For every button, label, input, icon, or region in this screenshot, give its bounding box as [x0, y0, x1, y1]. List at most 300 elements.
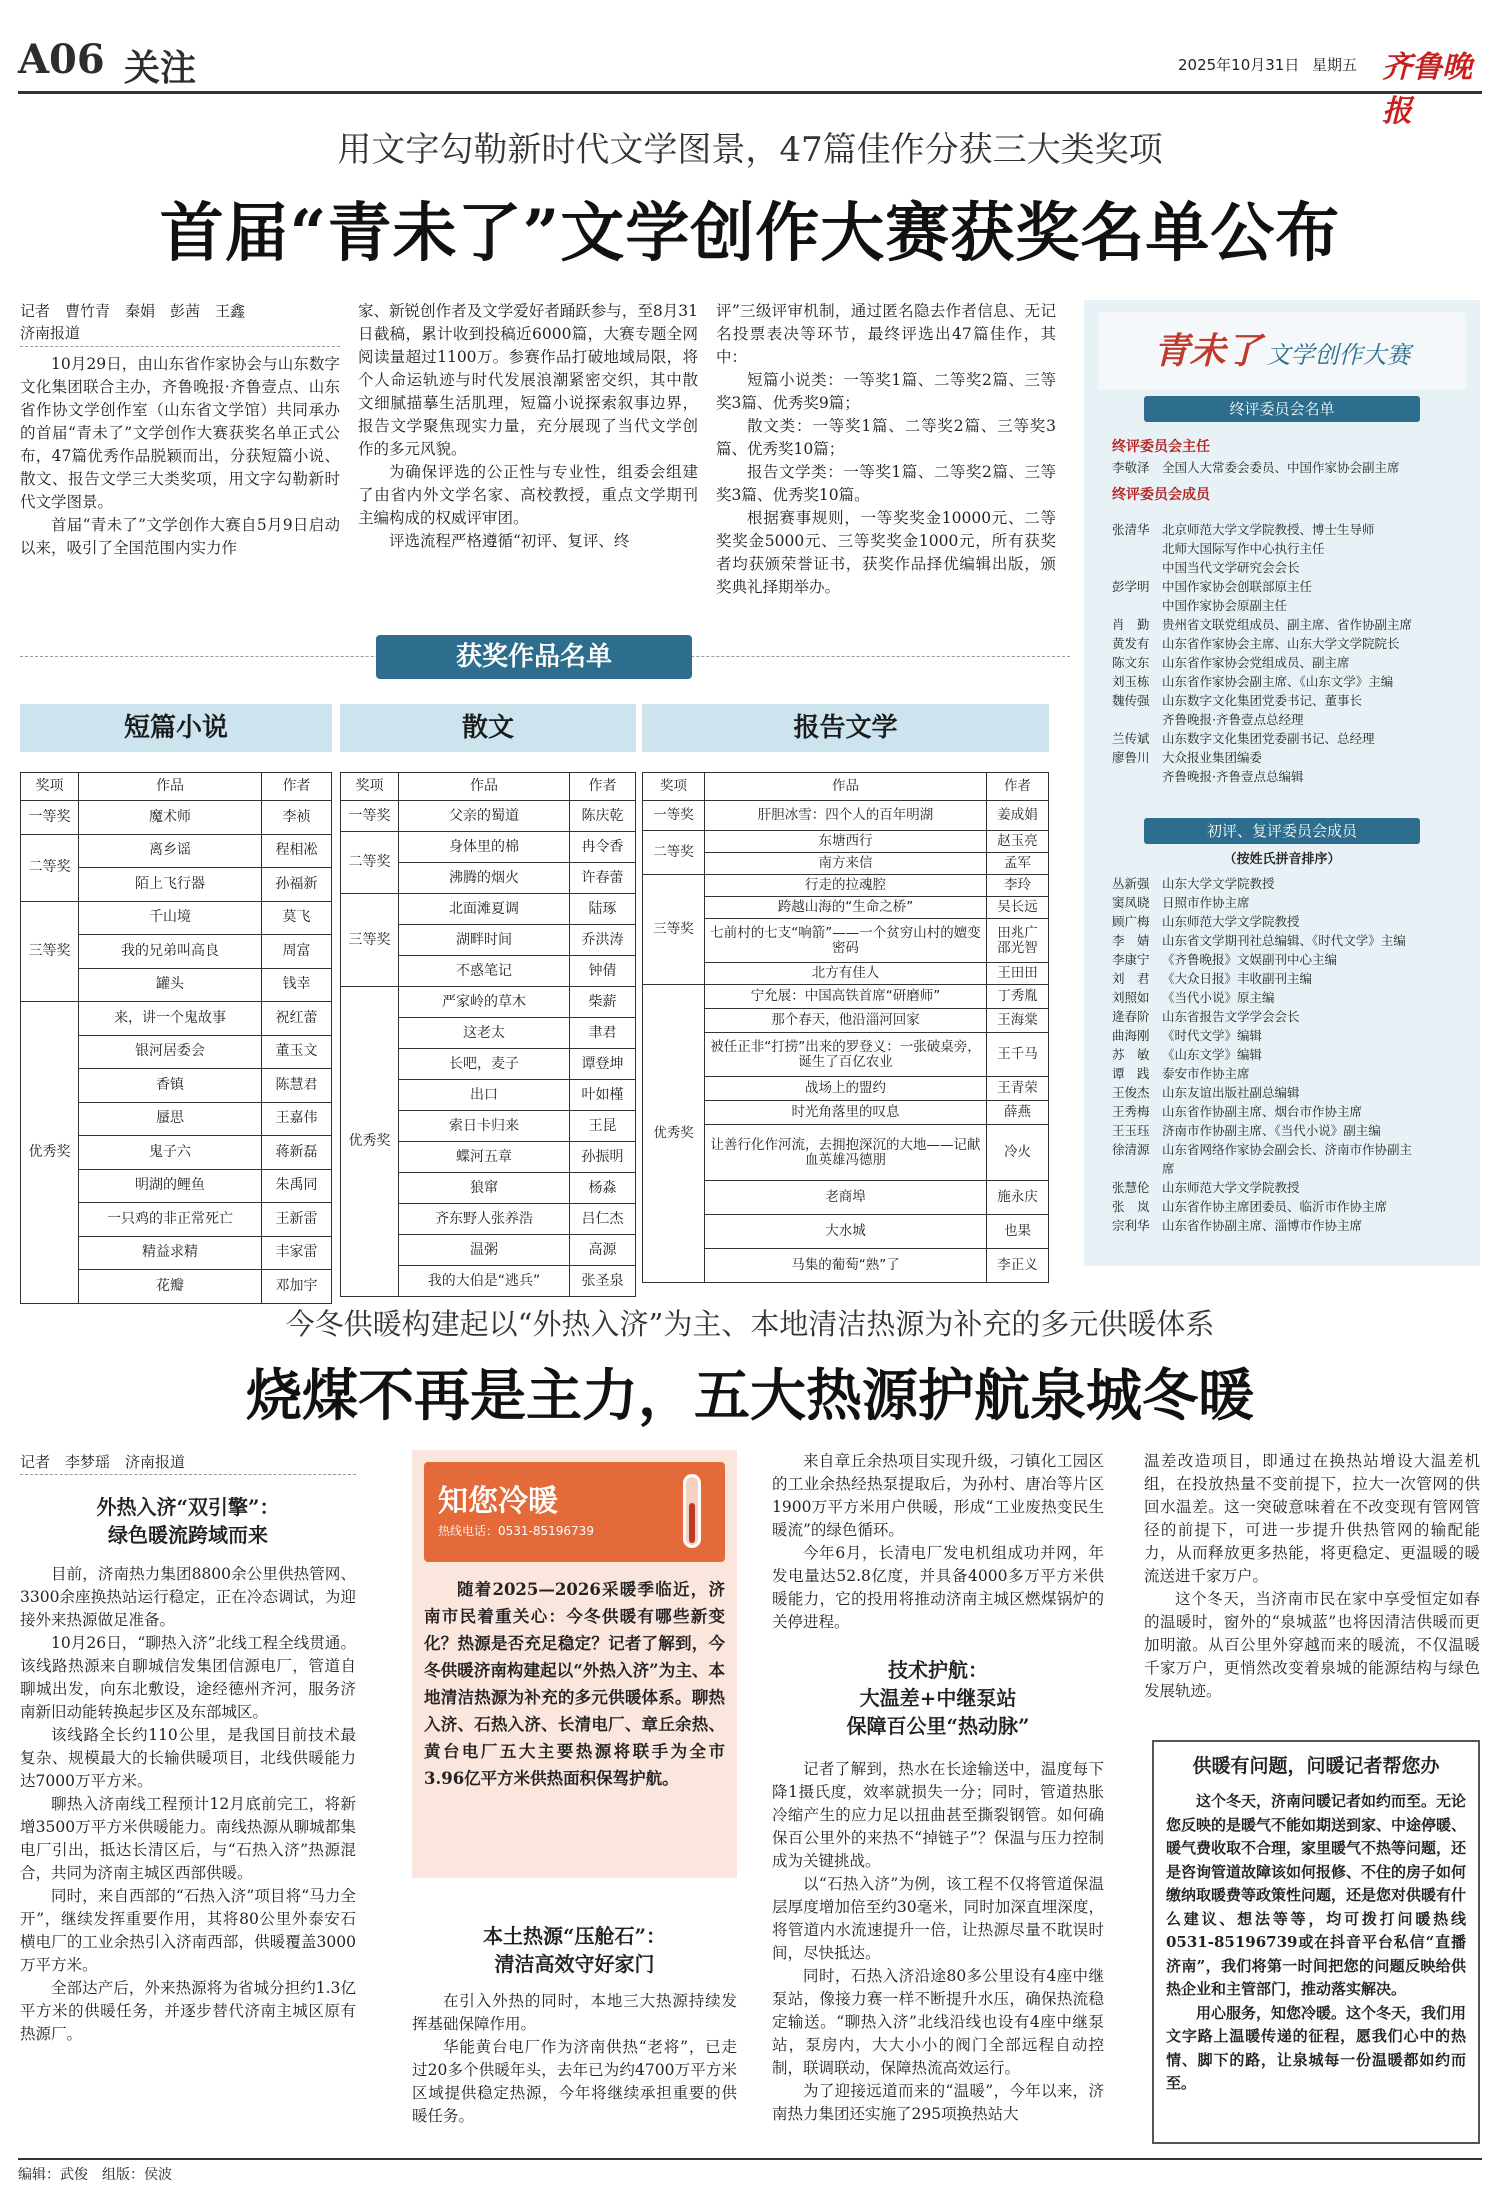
judge-title: 《时代文学》编辑 — [1162, 1028, 1263, 1043]
judge-title: 山东大学文学院教授 — [1162, 876, 1275, 891]
judge-row — [1112, 634, 1462, 653]
logo-text: 文学创作大赛 — [1266, 341, 1411, 369]
award-cell: 二等奖 — [341, 832, 399, 894]
article1-body — [20, 300, 1075, 630]
page-header — [18, 30, 1482, 129]
issue-date: 2025年10月31日 — [1178, 56, 1300, 74]
work-cell: 千山境 — [79, 901, 262, 935]
author-cell: 柴薪 — [570, 987, 636, 1018]
paper-logo: 齐鲁晚报 — [1382, 50, 1472, 129]
article2-col4 — [1144, 1450, 1480, 1703]
judge-row — [1112, 1064, 1462, 1083]
judge-title: 山东数字文化集团党委副书记、总经理 — [1162, 731, 1375, 746]
work-cell: 鬼子六 — [79, 1136, 262, 1170]
judge-title: 山东省作协副主席、烟台市作协主席 — [1162, 1104, 1363, 1119]
table-row — [21, 901, 332, 935]
author-cell: 张圣泉 — [570, 1266, 636, 1297]
judge-row — [1112, 577, 1462, 596]
winners-banner — [376, 635, 692, 679]
work-cell: 明湖的鲤鱼 — [79, 1169, 262, 1203]
subhead — [20, 1493, 356, 1549]
work-cell: 跨越山海的“生命之桥” — [705, 897, 987, 919]
paragraph: 华能黄台电厂作为济南供热“老将”，已走过20多个供暖年头，去年已为约4700万平方米区域提供稳定热源，今年将继续承担重要的供暖任务。 — [412, 2038, 737, 2125]
paragraph: 目前，济南热力集团8800余公里供热管网、3300余座换热站运行稳定，正在冷态调试，为迎接外来热源做足准备。 — [20, 1565, 356, 1629]
judge-name: 刘照如 — [1112, 990, 1150, 1005]
author-cell: 许春蕾 — [570, 863, 636, 894]
judge-title: 齐鲁晚报·齐鲁壹点总编辑 — [1162, 769, 1304, 784]
judge-name: 兰传斌 — [1112, 731, 1150, 746]
judge-row — [1112, 539, 1462, 558]
work-cell: 我的兄弟叫高良 — [79, 935, 262, 969]
table-row — [643, 831, 1049, 853]
th-award: 奖项 — [21, 773, 79, 801]
subhead-line: 清洁高效守好家门 — [494, 1952, 655, 1976]
award-cell: 一等奖 — [341, 801, 399, 832]
box-hotline: 热线电话：0531-85196739 — [438, 1524, 594, 1538]
subhead-line: 本土热源“压舱石”： — [482, 1924, 666, 1948]
author-cell: 丁秀胤 — [987, 985, 1049, 1009]
judge-title: 山东省作协副主席、淄博市作协主席 — [1162, 1218, 1363, 1233]
banner-text: 获奖作品名单 — [455, 642, 612, 672]
judge-name: 张 岚 — [1112, 1199, 1150, 1214]
work-cell: 宁允展：中国高铁首席“研磨师” — [705, 985, 987, 1009]
judge-title: 中国作家协会原副主任 — [1162, 598, 1288, 613]
author-cell: 姜成娟 — [987, 801, 1049, 831]
paragraph: 短篇小说类：一等奖1篇、二等奖2篇、三等奖3篇、优秀奖9篇； — [716, 371, 1056, 412]
work-cell: 不惑笔记 — [399, 956, 570, 987]
author-cell: 王青荣 — [987, 1077, 1049, 1101]
author-cell: 杨淼 — [570, 1173, 636, 1204]
work-cell: 魔术师 — [79, 801, 262, 835]
category-reportage: 报告文学 — [642, 704, 1049, 752]
work-cell: 罐头 — [79, 968, 262, 1002]
box-title: 知您冷暖 — [438, 1484, 558, 1519]
th-award: 奖项 — [341, 773, 399, 801]
work-cell: 北面滩夏调 — [399, 894, 570, 925]
table-essay — [340, 772, 636, 1297]
work-cell: 齐东野人张养浩 — [399, 1204, 570, 1235]
judge-row — [1112, 893, 1462, 912]
award-cell: 优秀奖 — [643, 985, 705, 1283]
work-cell: 精益求精 — [79, 1236, 262, 1270]
judge-row — [1112, 988, 1462, 1007]
paragraph: 评选流程严格遵循“初评、复评、终 — [389, 532, 630, 550]
judge-name: 丛新强 — [1112, 876, 1150, 891]
judge-name: 徐清源 — [1112, 1142, 1150, 1157]
subhead-line: 技术护航： — [888, 1658, 988, 1682]
judge-row — [1112, 1026, 1462, 1045]
paragraph: 根据赛事规则，一等奖奖金10000元、二等奖奖金5000元、三等奖奖金1000元，所有获奖者均获颁荣誉证书，获奖作品择优编辑出版，颁奖典礼择期举办。 — [716, 509, 1056, 596]
author-cell: 邓加宇 — [262, 1270, 332, 1304]
paragraph: 今年6月，长清电厂发电机组成功并网，年发电量达52.8亿度，并具备4000多万平方米供暖能力，它的投用将推动济南主城区燃煤锅炉的关停进程。 — [772, 1544, 1104, 1631]
judge-title: 贵州省文联党组成员、副主席、省作协副主席 — [1162, 617, 1413, 632]
author-cell: 钟倩 — [570, 956, 636, 987]
paragraph: 为确保评选的公正性与专业性，组委会组建了由省内外文学名家、高校教授，重点文学期刊主编构成的权威评审团。 — [358, 463, 698, 527]
judge-title: 山东师范大学文学院教授 — [1162, 914, 1300, 929]
paragraph: 散文类：一等奖1篇、二等奖2篇、三等奖3篇、优秀奖10篇； — [716, 417, 1056, 458]
judge-row — [1112, 615, 1462, 634]
table-row — [643, 801, 1049, 831]
author-cell: 朱禹同 — [262, 1169, 332, 1203]
judge-row — [1112, 1178, 1462, 1197]
byline: 记者 李梦瑶 济南报道 — [20, 1450, 356, 1475]
judge-row — [1112, 458, 1462, 477]
author-cell: 吴长远 — [987, 897, 1049, 919]
author-cell: 叶如槿 — [570, 1080, 636, 1111]
judge-row — [1112, 1216, 1462, 1235]
th-work: 作品 — [79, 773, 262, 801]
judge-name: 窦凤晓 — [1112, 895, 1150, 910]
judge-row — [1112, 672, 1462, 691]
judge-title: 全国人大常委会委员、中国作家协会副主席 — [1162, 460, 1400, 475]
judges-panel — [1084, 300, 1480, 1266]
section-name: 关注 — [124, 47, 197, 89]
judge-name: 张慧伦 — [1112, 1180, 1150, 1195]
judge-title: 山东省作家协会党组成员、副主席 — [1162, 655, 1350, 670]
award-cell: 二等奖 — [21, 834, 79, 901]
paragraph: 该线路全长约110公里，是我国目前技术最复杂、规模最大的长输供暖项目，北线供暖能力达7000万平方米。 — [20, 1726, 356, 1790]
author-cell: 王海棠 — [987, 1009, 1049, 1033]
paragraph: 家、新锐创作者及文学爱好者踊跃参与，至8月31日截稿，累计收到投稿近6000篇，大赛专题全网阅读量超过1100万。参赛作品打破地域局限，将个人命运轨迹与时代发展浪潮紧密交织，其中散文细腻描摹生活肌理，短篇小说探索叙事边界，报告文学聚焦现实力量，充分展现了当代文学创作的多元风貌。 — [358, 302, 698, 458]
table-row — [643, 985, 1049, 1009]
judge-row — [1112, 950, 1462, 969]
judge-title: 《齐鲁晚报》文娱副刊中心主编 — [1162, 952, 1338, 967]
judge-title: 日照市作协主席 — [1162, 895, 1250, 910]
work-cell: 长吧，麦子 — [399, 1049, 570, 1080]
author-cell: 陆琢 — [570, 894, 636, 925]
judge-row — [1112, 1007, 1462, 1026]
author-cell: 赵玉亮 — [987, 831, 1049, 853]
judge-title: 大众报业集团编委 — [1162, 750, 1263, 765]
author-cell: 孟军 — [987, 853, 1049, 875]
judge-name: 李康宁 — [1112, 952, 1150, 967]
work-cell: 身体里的棉 — [399, 832, 570, 863]
judge-name: 曲海刚 — [1112, 1028, 1150, 1043]
category-essay: 散文 — [340, 704, 636, 752]
paragraph: 以“石热入济”为例，该工程不仅将管道保温层厚度增加倍至约30毫米，同时加深直埋深度，将管道内水流速提升一倍，让热源尽量不耽误时间，尽快抵达。 — [772, 1875, 1104, 1962]
judge-title: 北师大国际写作中心执行主任 — [1162, 541, 1325, 556]
help-box — [1152, 1740, 1480, 2144]
byline-location: 济南报道 — [20, 324, 81, 342]
paragraph: 记者了解到，热水在长途输送中，温度每下降1摄氏度，效率就损失一分；同时，管道热胀冷缩产生的应力足以扭曲甚至撕裂钢管。如何确保百公里外的来热不“掉链子”？保温与压力控制成为关键挑战。 — [772, 1760, 1104, 1870]
article2-col2 — [412, 1450, 737, 2128]
paragraph: 评”三级评审机制，通过匿名隐去作者信息、无记名投票表决等环节，最终评选出47篇佳作，其中： — [716, 302, 1056, 366]
judge-name: 陈文东 — [1112, 655, 1150, 670]
work-cell: 来，讲一个鬼故事 — [79, 1002, 262, 1036]
judge-row — [1112, 729, 1462, 748]
author-cell: 李祯 — [262, 801, 332, 835]
box-text: 随着2025—2026采暖季临近，济南市民着重关心：今冬供暖有哪些新变化？热源是否充足稳定？记者了解到，今冬供暖济南构建起以“外热入济”为主、本地清洁热源为补充的多元供暖体系。聊热入济、石热入济、长清电厂、章丘余热、黄台电厂五大主要热源将联手为全市3.96亿平方米供热面积保驾护航。 — [424, 1580, 725, 1788]
judge-title: 《当代小说》原主编 — [1162, 990, 1275, 1005]
judge-name: 宗利华 — [1112, 1218, 1150, 1233]
member-label: 终评委员会成员 — [1112, 487, 1210, 503]
category-short-story: 短篇小说 — [20, 704, 332, 752]
paragraph: 报告文学类：一等奖1篇、二等奖2篇、三等奖3篇、优秀奖10篇。 — [716, 463, 1056, 504]
judge-name: 苏 敏 — [1112, 1047, 1150, 1062]
author-cell: 李正义 — [987, 1249, 1049, 1283]
subhead-line: 绿色暖流跨域而来 — [108, 1523, 268, 1547]
judge-name: 王俊杰 — [1112, 1085, 1150, 1100]
paragraph: 为了迎接远道而来的“温暖”，今年以来，济南热力集团还实施了295项换热站大 — [772, 2082, 1104, 2123]
author-cell: 吕仁杰 — [570, 1204, 636, 1235]
author-cell: 薛燕 — [987, 1101, 1049, 1125]
work-cell: 出口 — [399, 1080, 570, 1111]
judge-row — [1112, 912, 1462, 931]
work-cell: 银河居委会 — [79, 1035, 262, 1069]
work-cell: 蜃思 — [79, 1102, 262, 1136]
author-cell: 冷火 — [987, 1125, 1049, 1181]
award-cell: 优秀奖 — [21, 1002, 79, 1304]
judge-name: 王玉珏 — [1112, 1123, 1150, 1138]
judge-title: 中国作家协会创联部原主任 — [1162, 579, 1313, 594]
judge-row — [1112, 1045, 1462, 1064]
judge-title: 山东省报告文学学会会长 — [1162, 1009, 1300, 1024]
author-cell: 谭登坤 — [570, 1049, 636, 1080]
judge-row — [1112, 748, 1462, 767]
work-cell: 索日卡归来 — [399, 1111, 570, 1142]
thermometer-icon — [683, 1474, 701, 1548]
article2-kicker: 今冬供暖构建起以“外热入济”为主、本地清洁热源为补充的多元供暖体系 — [285, 1307, 1215, 1341]
table-row — [341, 987, 636, 1018]
work-cell: 那个春天，他沿淄河回家 — [705, 1009, 987, 1033]
judge-name: 张清华 — [1112, 522, 1150, 537]
chair-list — [1112, 458, 1462, 477]
paragraph: 在引入外热的同时，本地三大热源持续发挥基础保障作用。 — [412, 1992, 737, 2033]
prelim-note: （按姓氏拼音排序） — [1223, 852, 1341, 867]
award-cell: 三等奖 — [341, 894, 399, 987]
author-cell: 也果 — [987, 1215, 1049, 1249]
judge-name: 李 婧 — [1112, 933, 1150, 948]
award-cell: 二等奖 — [643, 831, 705, 875]
judge-title: 山东省作协主席团委员、临沂市作协主席 — [1162, 1199, 1388, 1214]
judge-name: 黄发有 — [1112, 636, 1150, 651]
know-warmth-banner — [424, 1462, 725, 1562]
judge-row — [1112, 1102, 1462, 1121]
work-cell: 南方来信 — [705, 853, 987, 875]
work-cell: 战场上的盟约 — [705, 1077, 987, 1101]
author-cell: 莫飞 — [262, 901, 332, 935]
work-cell: 花瓣 — [79, 1270, 262, 1304]
author-cell: 孙福新 — [262, 868, 332, 902]
author-cell: 施永庆 — [987, 1181, 1049, 1215]
subhead-line: 外热入济“双引擎”： — [96, 1495, 280, 1519]
work-cell: 马集的葡萄“熟”了 — [705, 1249, 987, 1283]
judge-title: 《山东文学》编辑 — [1162, 1047, 1263, 1062]
author-cell: 董玉文 — [262, 1035, 332, 1069]
judge-name: 逄春阶 — [1112, 1009, 1150, 1024]
table-row — [643, 875, 1049, 897]
author-cell: 王新雷 — [262, 1203, 332, 1237]
author-cell: 田兆广 邵光智 — [987, 919, 1049, 963]
paragraph: 首届“青未了”文学创作大赛自5月9日启动以来，吸引了全国范围内实力作 — [20, 516, 340, 557]
author-cell: 陈庆乾 — [570, 801, 636, 832]
work-cell: 香镇 — [79, 1069, 262, 1103]
author-cell: 冉令香 — [570, 832, 636, 863]
judge-row — [1112, 520, 1462, 539]
author-cell: 钱幸 — [262, 968, 332, 1002]
judge-name: 刘 君 — [1112, 971, 1150, 986]
judge-name: 魏传强 — [1112, 693, 1150, 708]
judge-name: 谭 践 — [1112, 1066, 1150, 1081]
judge-row — [1112, 874, 1462, 893]
judge-title: 山东省文学期刊社总编辑、《时代文学》主编 — [1162, 933, 1406, 948]
judge-title: 《大众日报》丰收副刊主编 — [1162, 971, 1313, 986]
judge-name: 顾广梅 — [1112, 914, 1150, 929]
work-cell: 这老太 — [399, 1018, 570, 1049]
article1-col2 — [358, 300, 698, 599]
table-row — [21, 834, 332, 868]
table-short-story — [20, 772, 332, 1304]
work-cell: 陌上飞行器 — [79, 868, 262, 902]
byline — [20, 300, 340, 347]
work-cell: 离乡谣 — [79, 834, 262, 868]
judge-name: 廖鲁川 — [1112, 750, 1150, 765]
judge-name: 王秀梅 — [1112, 1104, 1150, 1119]
work-cell: 老商埠 — [705, 1181, 987, 1215]
subhead-line: 大温差+中继泵站 — [859, 1686, 1017, 1710]
paragraph: 全部达产后，外来热源将为省城分担约1.3亿平方米的供暖任务，并逐步替代济南主城区原有热源厂。 — [20, 1979, 356, 2043]
paragraph: 同时，来自西部的“石热入济”项目将“马力全开”，继续发挥重要作用，其将80公里外泰安石横电厂的工业余热引入济南西部，供暖覆盖3000万平方米。 — [20, 1887, 356, 1974]
th-author: 作者 — [262, 773, 332, 801]
subhead — [412, 1922, 737, 1978]
logo-brand: 青未了 — [1153, 330, 1262, 372]
judge-row — [1112, 1083, 1462, 1102]
th-award: 奖项 — [643, 773, 705, 801]
work-cell: 七前村的七支“响箭”——一个贫穷山村的嬗变密码 — [705, 919, 987, 963]
work-cell: 一只鸡的非正常死亡 — [79, 1203, 262, 1237]
work-cell: 狼窜 — [399, 1173, 570, 1204]
paragraph: 10月26日，“聊热入济”北线工程全线贯通。该线路热源来自聊城信发集团信源电厂，管道自聊城出发，向东北敷设，途经德州齐河，服务济南新旧动能转换起步区及东部城区。 — [20, 1634, 356, 1721]
article1-kicker: 用文字勾勒新时代文学图景，47篇佳作分获三大类奖项 — [337, 130, 1163, 170]
article2-col1 — [20, 1450, 356, 2046]
paragraph: 温差改造项目，即通过在换热站增设大温差机组，在投放热量不变前提下，拉大一次管网的供回水温差。这一突破意味着在不改变现有管网管径的前提下，可进一步提升供热管网的输配能力，从而释放更多热能，将更稳定、更温暖的暖流送进千家万户。 — [1144, 1452, 1480, 1585]
th-author: 作者 — [987, 773, 1049, 801]
work-cell: 沸腾的烟火 — [399, 863, 570, 894]
work-cell: 严家岭的草木 — [399, 987, 570, 1018]
issue-weekday: 星期五 — [1312, 56, 1358, 74]
judges-title: 终评委员会名单 — [1144, 396, 1420, 422]
chair-label: 终评委员会主任 — [1112, 439, 1210, 455]
editor-credits: 编辑：武俊 组版：侯波 — [18, 2167, 172, 2183]
author-cell: 程相凇 — [262, 834, 332, 868]
work-cell: 我的大伯是“逃兵” — [399, 1266, 570, 1297]
work-cell: 肝胆冰雪：四个人的百年明湖 — [705, 801, 987, 831]
author-cell: 李玲 — [987, 875, 1049, 897]
author-cell: 蒋新磊 — [262, 1136, 332, 1170]
judge-row — [1112, 767, 1462, 786]
author-cell: 王昆 — [570, 1111, 636, 1142]
judge-row — [1112, 1121, 1462, 1140]
judge-title: 济南市作协副主席、《当代小说》副主编 — [1162, 1123, 1381, 1138]
judge-name: 肖 勤 — [1112, 617, 1150, 632]
contest-logo — [1098, 312, 1466, 390]
judge-title: 山东数字文化集团党委书记、董事长 — [1162, 693, 1363, 708]
author-cell: 王嘉伟 — [262, 1102, 332, 1136]
article2-col3 — [772, 1450, 1104, 2126]
author-cell: 王田田 — [987, 963, 1049, 985]
prelim-list — [1112, 874, 1462, 1235]
work-cell: 湖畔时间 — [399, 925, 570, 956]
work-cell: 时光角落里的叹息 — [705, 1101, 987, 1125]
th-author: 作者 — [570, 773, 636, 801]
article1-col1 — [20, 300, 340, 599]
page-footer — [18, 2158, 1482, 2188]
prelim-title: 初评、复评委员会成员 — [1144, 818, 1420, 844]
paragraph: 聊热入济南线工程预计12月底前完工，将新增3500万平方米供暖能力。南线热源从聊城都集电厂引出，抵达长清区后，与“石热入济”热源混合，共同为济南主城区西部供暖。 — [20, 1795, 356, 1882]
judge-row — [1112, 1197, 1462, 1216]
help-title: 供暖有问题，问暖记者帮您办 — [1192, 1755, 1440, 1777]
author-cell: 周富 — [262, 935, 332, 969]
judge-row — [1112, 1140, 1462, 1178]
work-cell: 大水城 — [705, 1215, 987, 1249]
work-cell: 行走的拉魂腔 — [705, 875, 987, 897]
award-cell: 三等奖 — [21, 901, 79, 1002]
help-paragraph: 用心服务，知您冷暖。这个冬天，我们用文字路上温暖传递的征程，愿我们心中的热情、脚下的路，让泉城每一份温暖都如约而至。 — [1166, 2003, 1467, 2092]
table-row — [341, 801, 636, 832]
judge-row — [1112, 558, 1462, 577]
byline-reporters: 记者 曹竹青 秦娟 彭茜 王鑫 — [20, 302, 246, 320]
author-cell: 陈慧君 — [262, 1069, 332, 1103]
judge-title: 齐鲁晚报·齐鲁壹点总经理 — [1162, 712, 1304, 727]
author-cell: 丰家雷 — [262, 1236, 332, 1270]
author-cell: 聿君 — [570, 1018, 636, 1049]
work-cell: 让善行化作河流，去拥抱深沉的大地——记献血英雄冯德朋 — [705, 1125, 987, 1181]
table-reportage — [642, 772, 1049, 1283]
work-cell: 东塘西行 — [705, 831, 987, 853]
work-cell: 蝶河五章 — [399, 1142, 570, 1173]
judge-row — [1112, 596, 1462, 615]
award-cell: 三等奖 — [643, 875, 705, 985]
paragraph: 10月29日，由山东省作家协会与山东数字文化集团联合主办，齐鲁晚报·齐鲁壹点、山东省作协文学创作室（山东省文学馆）共同承办的首届“青未了”文学创作大赛获奖名单正式公布，47篇优秀作品脱颖而出，分获短篇小说、散文、报告文学三大类奖项，用文字勾勒新时代文学图景。 — [20, 355, 340, 511]
judge-row — [1112, 969, 1462, 988]
judge-row — [1112, 931, 1462, 950]
article2-title: 烧煤不再是主力，五大热源护航泉城冬暖 — [246, 1363, 1254, 1429]
article1-title: 首届“青未了”文学创作大赛获奖名单公布 — [159, 196, 1341, 271]
award-cell: 一等奖 — [21, 801, 79, 835]
judge-row — [1112, 691, 1462, 710]
know-warmth-box — [412, 1450, 737, 1878]
work-cell: 被任正非“打捞”出来的罗登义：一张破桌旁，诞生了百亿农业 — [705, 1033, 987, 1077]
judge-title: 山东省作家协会副主席、《山东文学》主编 — [1162, 674, 1394, 689]
paragraph: 同时，石热入济沿途80多公里设有4座中继泵站，像接力赛一样不断提升水压，确保热流稳定输送。“聊热入济”北线沿线也设有4座中继泵站，泵房内，大大小小的阀门全部远程自动控制，联调联动，保障热流高效运行。 — [772, 1967, 1104, 2077]
th-work: 作品 — [399, 773, 570, 801]
judge-title: 泰安市作协主席 — [1162, 1066, 1250, 1081]
work-cell: 父亲的蜀道 — [399, 801, 570, 832]
author-cell: 高源 — [570, 1235, 636, 1266]
judge-row — [1112, 653, 1462, 672]
judge-name: 彭学明 — [1112, 579, 1150, 594]
judge-title: 山东省作家协会主席、山东大学文学院院长 — [1162, 636, 1400, 651]
award-cell: 优秀奖 — [341, 987, 399, 1297]
judge-row — [1112, 710, 1462, 729]
help-paragraph: 这个冬天，济南问暖记者如约而至。无论您反映的是暖气不能如期送到家、中途停暖、暖气费收取不合理，家里暖气不热等问题，还是咨询管道故障该如何报修、不住的房子如何缴纳取暖费等政策性问题，还是您对供暖有什么建议、想法等等，均可拨打问暖热线0531-85196739或在抖音平台私信“直播济南”，我们将第一时间把您的问题反映给供热企业和主管部门，推动落实解决。 — [1166, 1792, 1467, 1998]
judge-title: 山东师范大学文学院教授 — [1162, 1180, 1300, 1195]
author-cell: 乔洪涛 — [570, 925, 636, 956]
table-row — [21, 801, 332, 835]
judge-title: 北京师范大学文学院教授、博士生导师 — [1162, 522, 1375, 537]
member-list — [1112, 520, 1462, 786]
subhead-line: 保障百公里“热动脉” — [846, 1714, 1030, 1738]
award-cell: 一等奖 — [643, 801, 705, 831]
paragraph: 这个冬天，当济南市民在家中享受恒定如春的温暖时，窗外的“泉城蓝”也将因清洁供暖而更加明澈。从百公里外穿越而来的暖流，不仅温暖千家万户，更悄然改变着泉城的能源结构与绿色发展轨迹。 — [1144, 1590, 1480, 1700]
subhead — [772, 1656, 1104, 1740]
judge-title: 山东友谊出版社副总编辑 — [1162, 1085, 1300, 1100]
work-cell: 温粥 — [399, 1235, 570, 1266]
table-row — [21, 1002, 332, 1036]
author-cell: 孙振明 — [570, 1142, 636, 1173]
judge-name: 刘玉栋 — [1112, 674, 1150, 689]
page-number: A06 — [18, 36, 105, 83]
